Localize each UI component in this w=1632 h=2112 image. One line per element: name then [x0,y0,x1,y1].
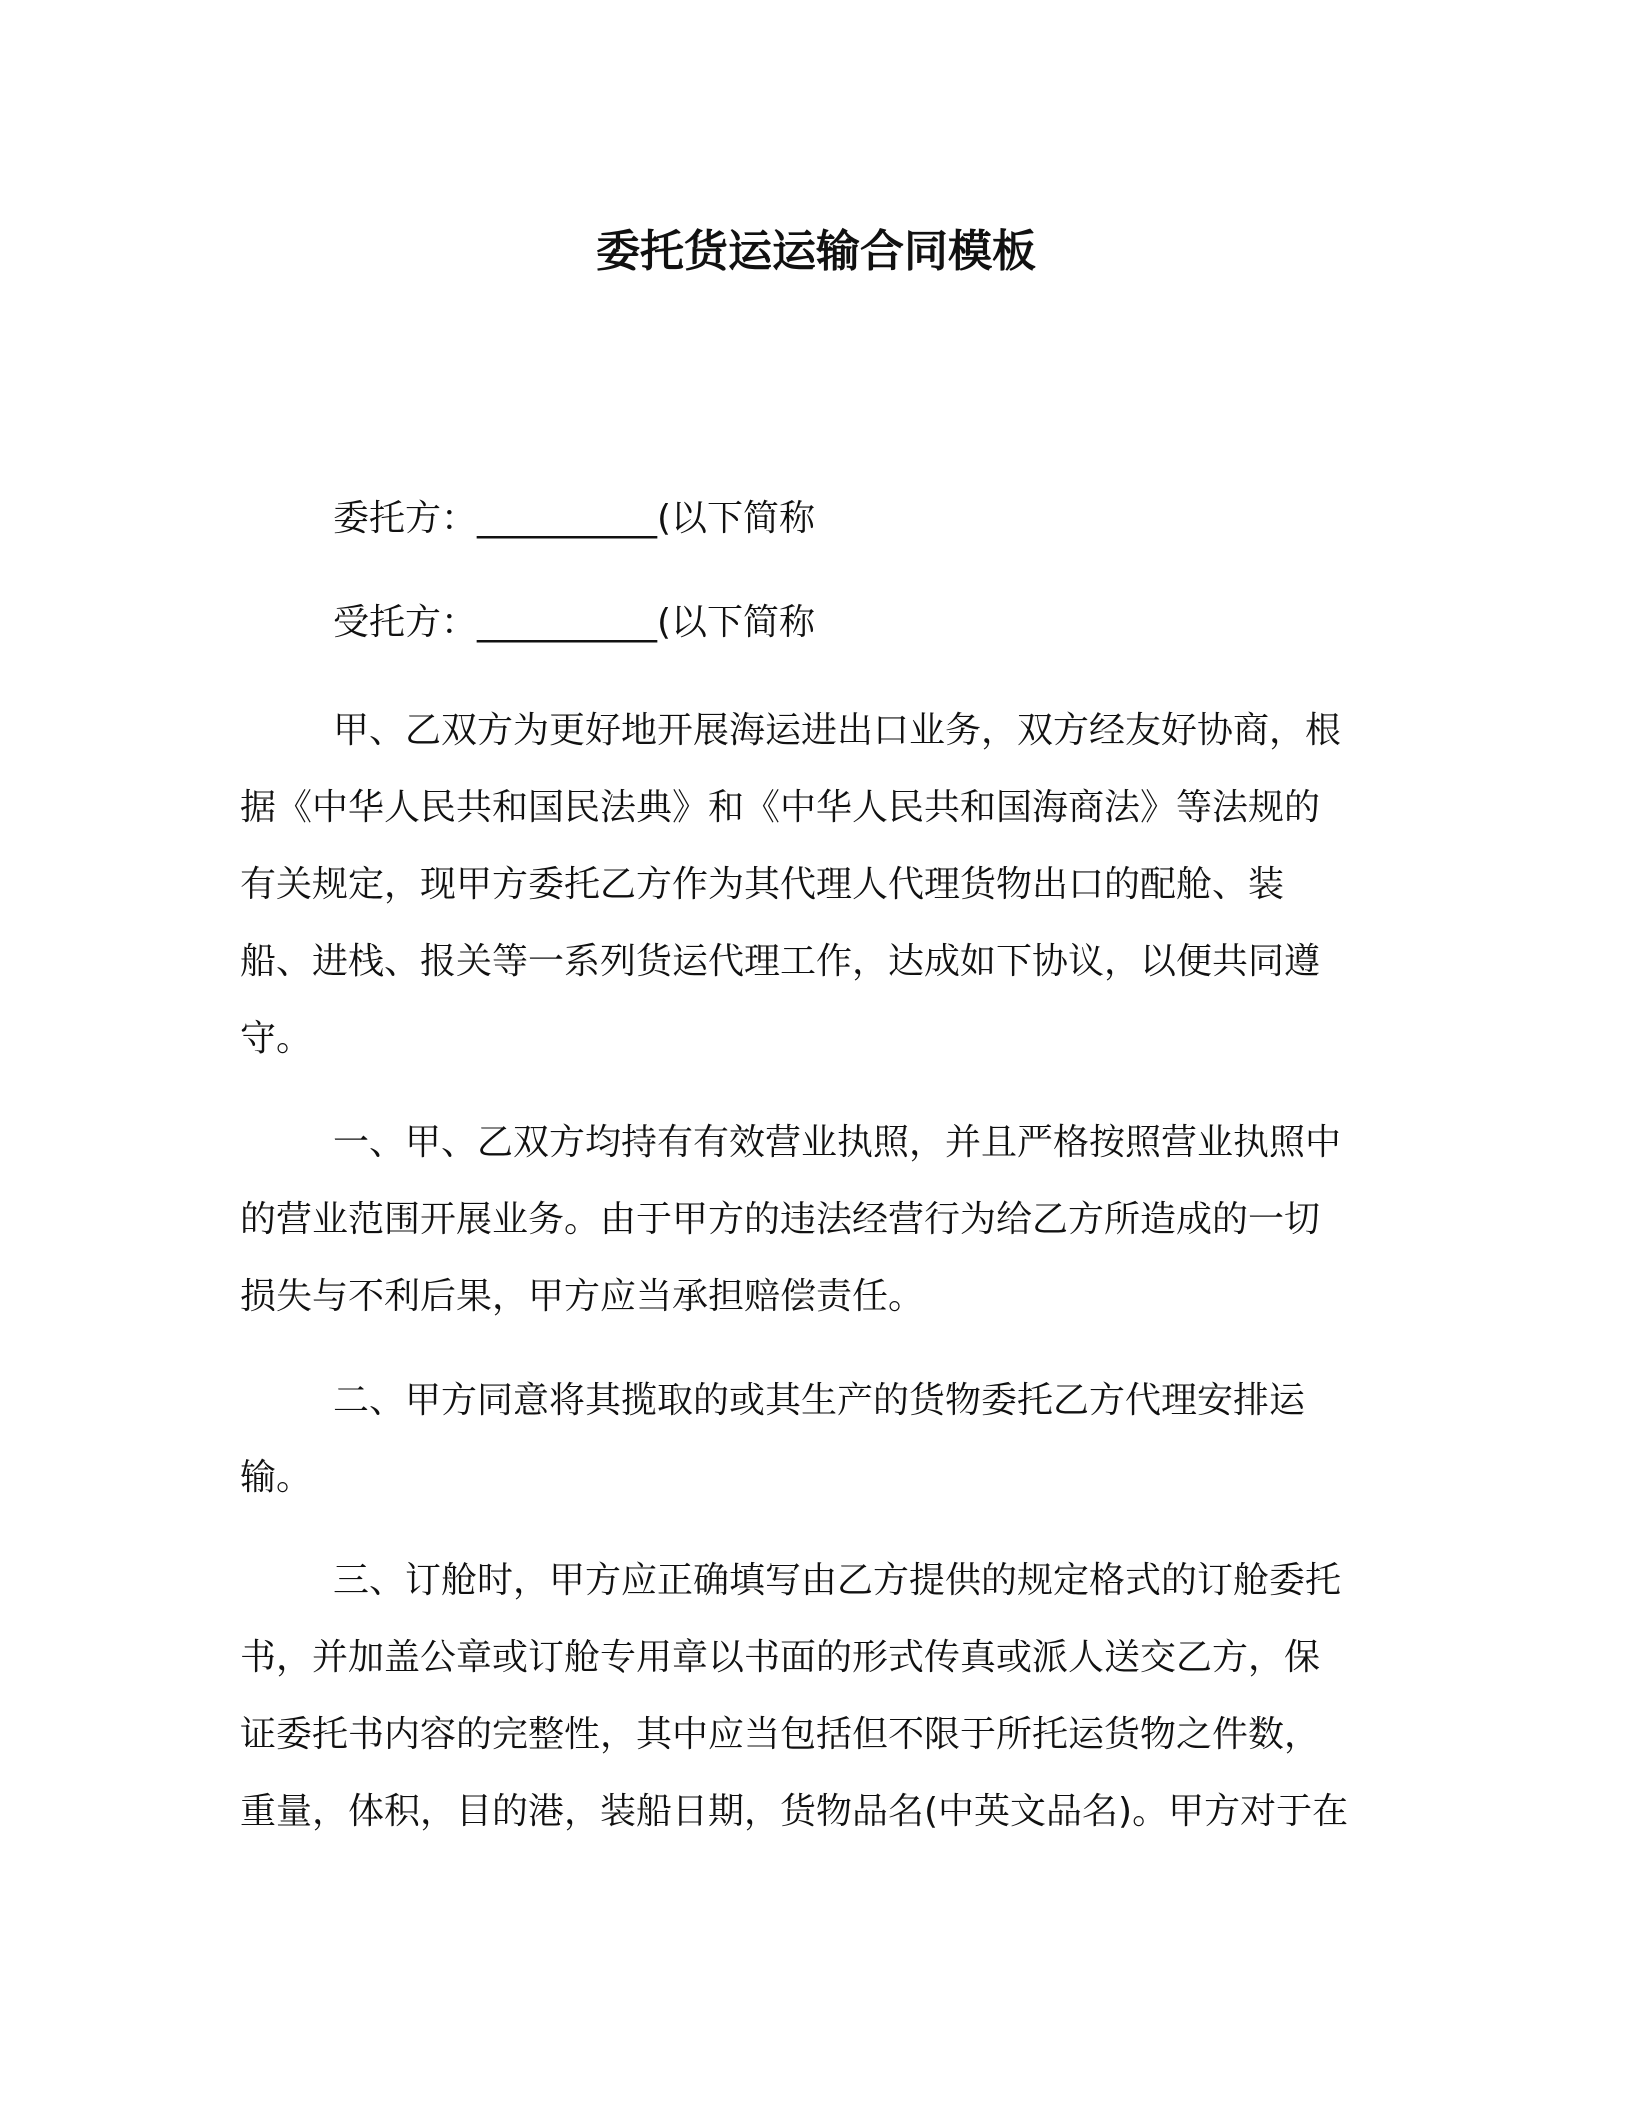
paragraph-line: 船、进栈、报关等一系列货运代理工作，达成如下协议，以便共同遵 [240,941,1321,982]
paragraph-line: 重量，体积，目的港，装船日期，货物品名(中英文品名)。甲方对于在 [240,1791,1349,1832]
paragraph-line: 据《中华人民共和国民法典》和《中华人民共和国海商法》等法规的 [240,787,1321,828]
clause-1-paragraph [240,1104,1390,1335]
preamble-paragraph [240,692,1390,1077]
paragraph-line: 守。 [240,1018,313,1059]
paragraph-line: 三、订舱时，甲方应正确填写由乙方提供的规定格式的订舱委托 [333,1560,1342,1601]
paragraph-line: 损失与不利后果，甲方应当承担赔偿责任。 [240,1276,925,1317]
paragraph-line: 有关规定，现甲方委托乙方作为其代理人代理货物出口的配舱、装 [240,864,1285,905]
document-title: 委托货运运输合同模板 [596,226,1036,277]
agent-party-line: 受托方：__________(以下简称 [333,602,816,643]
paragraph-line: 二、甲方同意将其揽取的或其生产的货物委托乙方代理安排运 [333,1380,1306,1421]
paragraph-line: 书，并加盖公章或订舱专用章以书面的形式传真或派人送交乙方，保 [240,1637,1321,1678]
clause-2-paragraph [240,1362,1390,1516]
paragraph-line: 证委托书内容的完整性，其中应当包括但不限于所托运货物之件数， [240,1714,1321,1755]
clause-3-paragraph [240,1542,1390,1850]
paragraph-line: 的营业范围开展业务。由于甲方的违法经营行为给乙方所造成的一切 [240,1199,1321,1240]
paragraph-line: 输。 [240,1457,313,1498]
principal-party-line: 委托方：__________(以下简称 [333,498,816,539]
paragraph-line: 甲、乙双方为更好地开展海运进出口业务，双方经友好协商，根 [333,710,1342,751]
paragraph-line: 一、甲、乙双方均持有有效营业执照，并且严格按照营业执照中 [333,1122,1342,1163]
